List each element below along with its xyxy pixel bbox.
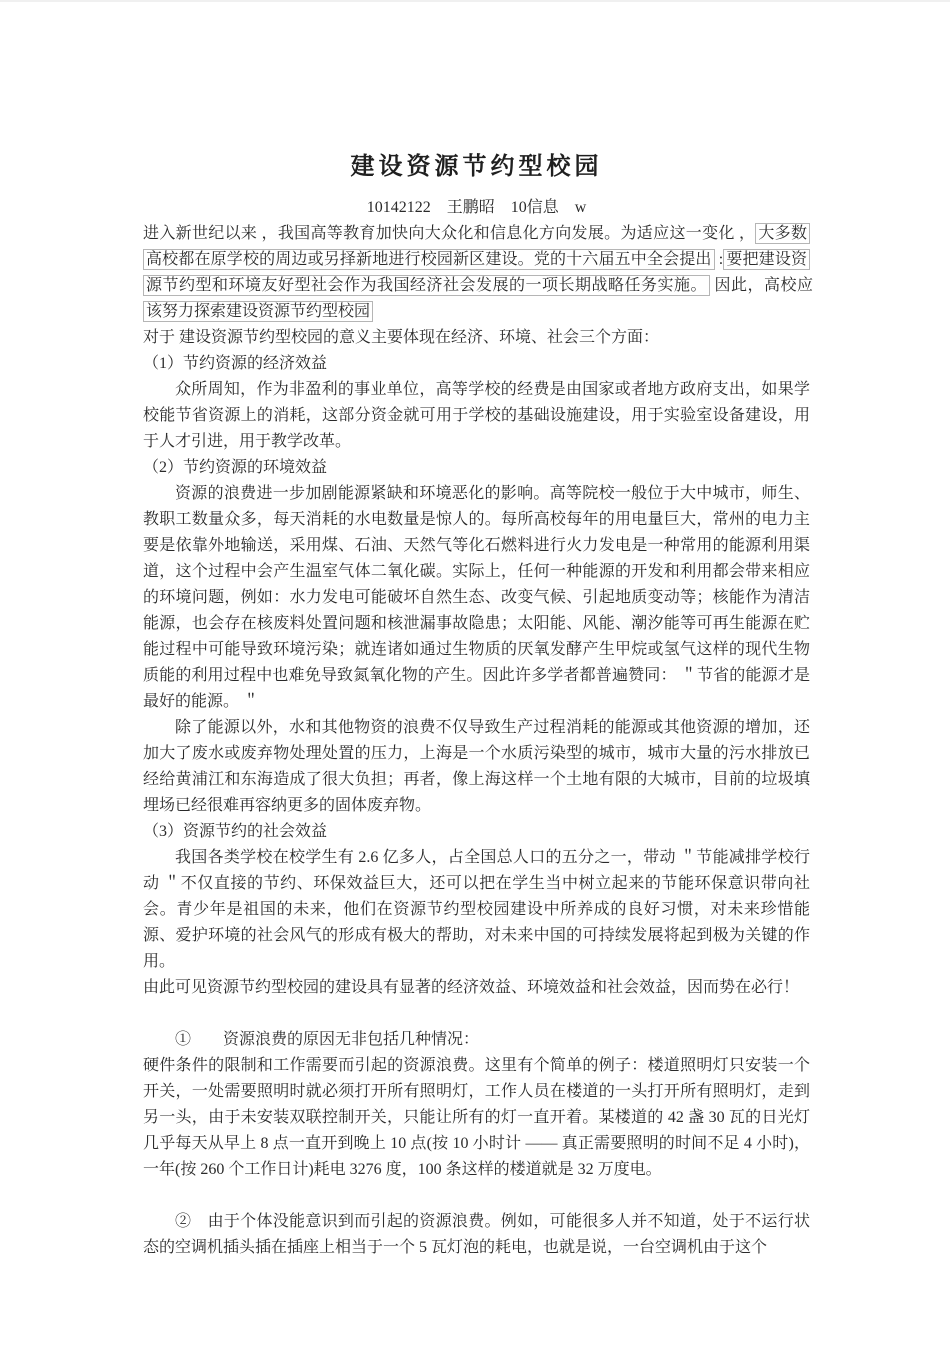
text-segment: 因此，高校应 <box>709 277 813 294</box>
paragraph-waste-awareness: ② 由于个体没能意识到而引起的资源浪费。例如，可能很多人并不知道，处于不运行状态的空调机插头插在插座上相当于一个 5 瓦灯泡的耗电，也就是说，一台空调机由于这个 <box>143 1213 810 1256</box>
paragraph-waste-hardware: 硬件条件的限制和工作需要而引起的资源浪费。这里有个简单的例子：楼道照明灯只安装一个开关，一处需要照明时就必须打开所有照明灯，工作人员在楼道的一头打开所有照明灯，走到另一头，由于未安装双联控制开关，只能让所有的灯一直开着。某楼道的 42 盏 30 瓦的日光灯几乎每天从早上 8 点一直开到晚上 10 点(按 10 小时计 —— 真正需要照明的时间不足 4 小时)，一年(按 260 个工作日计)耗电 3276 度，100 条这样的楼道就是 32 万度电。 <box>143 1057 810 1178</box>
paragraph-significance: 对于 建设资源节约型校园的意义主要体现在经济、环境、社会三个方面： <box>143 329 660 346</box>
document-byline: 10142122 王鹏昭 10信息 w <box>366 199 587 216</box>
boxed-text-segment: 该努力探索建设资源节约型校园 <box>143 301 373 322</box>
boxed-text-segment: 要把建设资源节约型和环境友好型社会作为我国经济社会发展的一项长期战略任务实施。 <box>143 249 810 296</box>
paragraph-intro <box>143 221 813 325</box>
heading-environment-benefit: （2）节约资源的环境效益 <box>143 459 328 476</box>
heading-social-benefit: （3）资源节约的社会效益 <box>143 823 328 840</box>
heading-economic-benefit: （1）节约资源的经济效益 <box>143 355 328 372</box>
boxed-text-segment: 大多数高校都在原学校的周边或另择新地进行校园新区建设。党的十六届五中全会提出 <box>143 223 810 270</box>
paragraph-environment-energy: 资源的浪费进一步加剧能源紧缺和环境恶化的影响。高等院校一般位于大中城市，师生、教职工数量众多，每天消耗的水电数量是惊人的。每所高校每年的用电量巨大，常州的电力主要是依靠外地输送，采用煤、石油、天然气等化石燃料进行火力发电是一种常用的能源利用渠道，这个过程中会产生温室气体二氧化碳。实际上，任何一种能源的开发和利用都会带来相应的环境问题，例如：水力发电可能破坏自然生态、改变气候、引起地质变动等；核能作为清洁能源，也会存在核废料处置问题和核泄漏事故隐患；太阳能、风能、潮汐能等可再生能源在贮能过程中可能导致环境污染；就连诸如通过生物质的厌氧发酵产生甲烷或氢气这样的现代生物质能的利用过程中也难免导致氮氧化物的产生。因此许多学者都普遍赞同： ＂节省的能源才是最好的能源。 ＂ <box>143 485 810 710</box>
text-segment: : <box>714 251 724 268</box>
document-content <box>0 2 950 1291</box>
paragraph-waste-reasons-heading: ① 资源浪费的原因无非包括几种情况： <box>175 1031 480 1048</box>
paragraph-economic-benefit: 众所周知，作为非盈利的事业单位，高等学校的经费是由国家或者地方政府支出，如果学校能节省资源上的消耗，这部分资金就可用于学校的基础设施建设，用于实验室设备建设，用于人才引进，用于教学改革。 <box>143 381 810 450</box>
paragraph-conclusion: 由此可见资源节约型校园的建设具有显著的经济效益、环境效益和社会效益，因而势在必行！ <box>143 979 800 996</box>
paragraph-social-benefit: 我国各类学校在校学生有 2.6 亿多人，占全国总人口的五分之一，带动 ＂节能减排学校行动 ＂不仅直接的节约、环保效益巨大，还可以把在学生当中树立起来的节能环保意识带向社会。青少年是祖国的未来，他们在资源节约型校园建设中所养成的良好习惯，对未来珍惜能源、爱护环境的社会风气的形成有极大的帮助，对未来中国的可持续发展将起到极为关键的作用。 <box>143 849 810 970</box>
paragraph-environment-water: 除了能源以外，水和其他物资的浪费不仅导致生产过程消耗的能源或其他资源的增加，还加大了废水或废弃物处理处置的压力，上海是一个水质污染型的城市，城市大量的污水排放已经给黄浦江和东海造成了很大负担；再者，像上海这样一个土地有限的大城市，目前的垃圾填埋场已经很难再容纳更多的固体废弃物。 <box>143 719 810 814</box>
document-title: 建设资源节约型校园 <box>350 154 603 180</box>
text-segment: 进入新世纪以来 ，我国高等教育加快向大众化和信息化方向发展。为适应这一变化 ， <box>143 225 756 242</box>
